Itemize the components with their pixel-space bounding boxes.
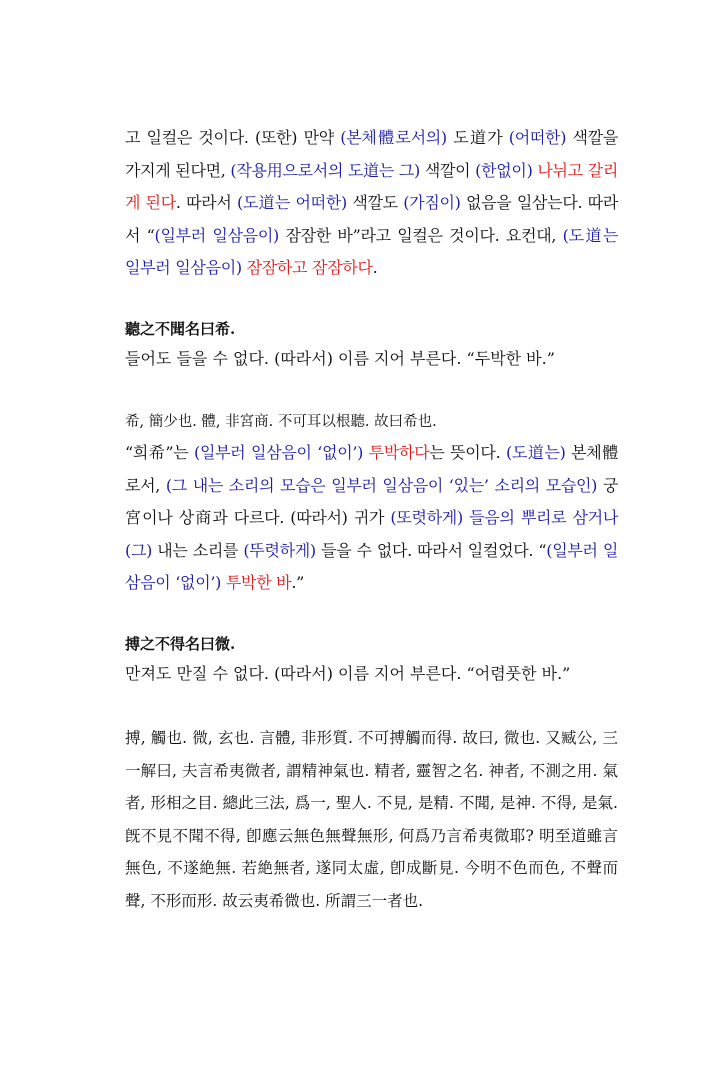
text-run-black: 는 뜻이다. [429, 443, 506, 462]
classical-commentary-hearing: 希, 簡少也. 體, 非宮商. 不可耳以根聽. 故曰希也. [125, 414, 437, 430]
text-run-red: 나뉘고 갈리게 된다 [125, 160, 618, 212]
text-run-blue: (가짐이) [403, 193, 461, 212]
text-run-black: 들을 수 없다. 따라서 일컬었다. “ [315, 540, 547, 560]
text-run-red: 잠잠하고 잠잠하다 [246, 258, 373, 277]
text-run-blue: (한없이) [475, 160, 533, 180]
translation-hearing: 들어도 들을 수 없다. (따라서) 이름 지어 부른다. “두박한 바.” [125, 349, 555, 368]
paragraph-intro [125, 122, 618, 285]
translation-touching: 만져도 만질 수 없다. (따라서) 이름 지어 부른다. “어렴풋한 바.” [125, 664, 571, 683]
section-heading-touching: 搏之不得名曰微. [125, 635, 236, 653]
text-run-black: 고 일컬은 것이다. (또한) 만약 [125, 128, 341, 147]
text-run-black: 없음을 일삼는다. 따라서 “ [125, 193, 618, 245]
text-run-blue: (일부러 일삼음이 ‘없이’) [194, 443, 364, 462]
text-run-blue: (또렷하게) [390, 508, 463, 527]
text-run-blue: (그) [125, 540, 153, 560]
text-run-black: 내는 소리를 [152, 540, 244, 560]
text-run-black: .” [291, 573, 304, 592]
text-run-blue: (어떠한) [508, 128, 567, 147]
text-run-blue: (도道는 어떠한) [236, 193, 347, 212]
text-run-blue: (일부러 일삼음이 ‘없이’) [125, 540, 618, 592]
text-run-black: 본체體로서, [125, 443, 618, 495]
text-run-black: 색깔이 [420, 160, 476, 180]
text-run-blue: (뚜렷하게) [243, 540, 316, 560]
text-run-black: “희希”는 [125, 443, 195, 462]
commentary-hearing [125, 437, 618, 600]
text-run-black: 도道가 [446, 128, 509, 147]
text-run-black: 잠잠한 바”라고 일컬은 것이다. 요컨대, [278, 225, 563, 245]
text-run-blue: (도道는 일부러 일삼음이) [125, 225, 618, 277]
text-run-blue: (작용用으로서의 도道는 그) [230, 160, 420, 180]
text-run-blue: (본체體로서의) [340, 128, 447, 147]
classical-commentary-touching: 搏, 觸也. 微, 玄也. 言體, 非形質. 不可搏觸而得. 故曰, 微也. 又臧公, 三一解曰, 夫言希夷微者, 謂精神氣也. 精者, 靈智之名. 神者, 不測之用. 氣者, 形相之目. 總此三法, 爲一, 聖人. 不見, 是精. 不聞, 是神. 不得, 是氣. 旣不見不聞不得, 卽應云無色無聲無形, 何爲乃言希夷微耶? 明至道雖言無色, 不遂絶無. 若絶無者, 遂同太虛, 卽成斷見. 今明不色而色, 不聲而聲, 不形而形. 故云夷希微也. 所謂三一者也. [125, 729, 618, 910]
text-run-black: . 따라서 [175, 193, 237, 212]
text-run-blue: (그 내는 소리의 모습은 일부러 일삼음이 ‘있는’ 소리의 모습인) [165, 475, 598, 495]
text-run-black: . [372, 258, 378, 277]
text-run-black: 색깔을 가지게 된다면, [125, 128, 618, 180]
text-run-black: 색깔도 [346, 193, 404, 212]
section-heading-hearing: 聽之不聞名曰希. [125, 320, 236, 338]
text-run-red: 투박하다 [368, 443, 430, 462]
text-run-blue: 들음의 뿌리로 삼거나 [469, 508, 618, 527]
text-run-blue: (일부러 일삼음이) [154, 225, 279, 245]
text-run-black: 궁宮이나 상商과 다르다. (따라서) 귀가 [125, 475, 618, 527]
text-run-red: 투박한 바 [225, 573, 292, 592]
text-run-blue: (도道는) [506, 443, 566, 462]
